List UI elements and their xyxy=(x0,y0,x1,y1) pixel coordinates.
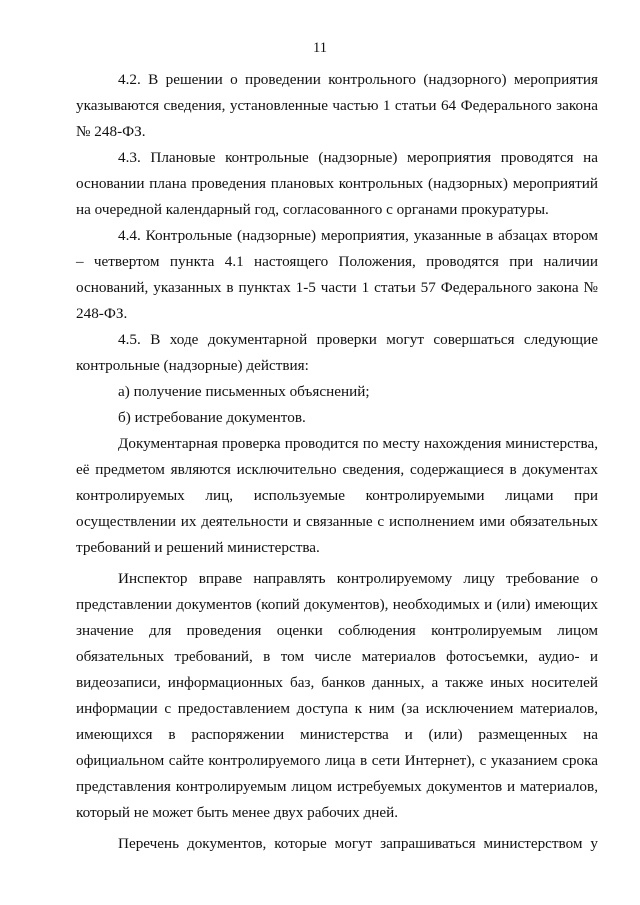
paragraph-4-3: 4.3. Плановые контрольные (надзорные) мероприятия проводятся на основании плана проведения плановых контрольных (надзорных) мероприятий на очередной календарный год, согласованного с органами прокуратуры. xyxy=(76,149,598,218)
page-number: 11 xyxy=(313,40,327,56)
list-item-b: б) истребование документов. xyxy=(118,409,306,426)
paragraph-4-2: 4.2. В решении о проведении контрольного (надзорного) мероприятия указываются сведения, установленные частью 1 статьи 64 Федерального закона № 248-ФЗ. xyxy=(76,71,598,140)
document-body xyxy=(76,67,598,857)
paragraph-document-list: Перечень документов, которые могут запрашиваться министерством у xyxy=(118,835,598,852)
paragraph-inspector-rights: Инспектор вправе направлять контролируемому лицу требование о представлении документов (копий документов), необходимых и (или) имеющих значение для проведения оценки соблюдения контролируемым лицом обязательных требований, в том числе материалов фотосъемки, аудио- и видеозаписи, информационных баз, банков данных, а также иных носителей информации с предоставлением доступа к ним (за исключением материалов, имеющихся в распоряжении министерства и (или) размещенных на официальном сайте контролируемого лица в сети Интернет), с указанием срока представления контролируемым лицом истребуемых документов и материалов, который не может быть менее двух рабочих дней. xyxy=(76,570,598,821)
paragraph-4-5: 4.5. В ходе документарной проверки могут совершаться следующие контрольные (надзорные) действия: xyxy=(76,331,598,374)
paragraph-4-4: 4.4. Контрольные (надзорные) мероприятия, указанные в абзацах втором – четвертом пункта 4.1 настоящего Положения, проводятся при наличии оснований, указанных в пунктах 1-5 части 1 статьи 57 Федерального закона № 248-ФЗ. xyxy=(76,227,598,322)
paragraph-documentary-check: Документарная проверка проводится по месту нахождения министерства, её предметом являются исключительно сведения, содержащиеся в документах контролируемых лиц, используемые контролируемыми лицами при осуществлении их деятельности и связанные с исполнением ими обязательных требований и решений министерства. xyxy=(76,435,598,556)
list-item-a: а) получение письменных объяснений; xyxy=(118,383,370,400)
